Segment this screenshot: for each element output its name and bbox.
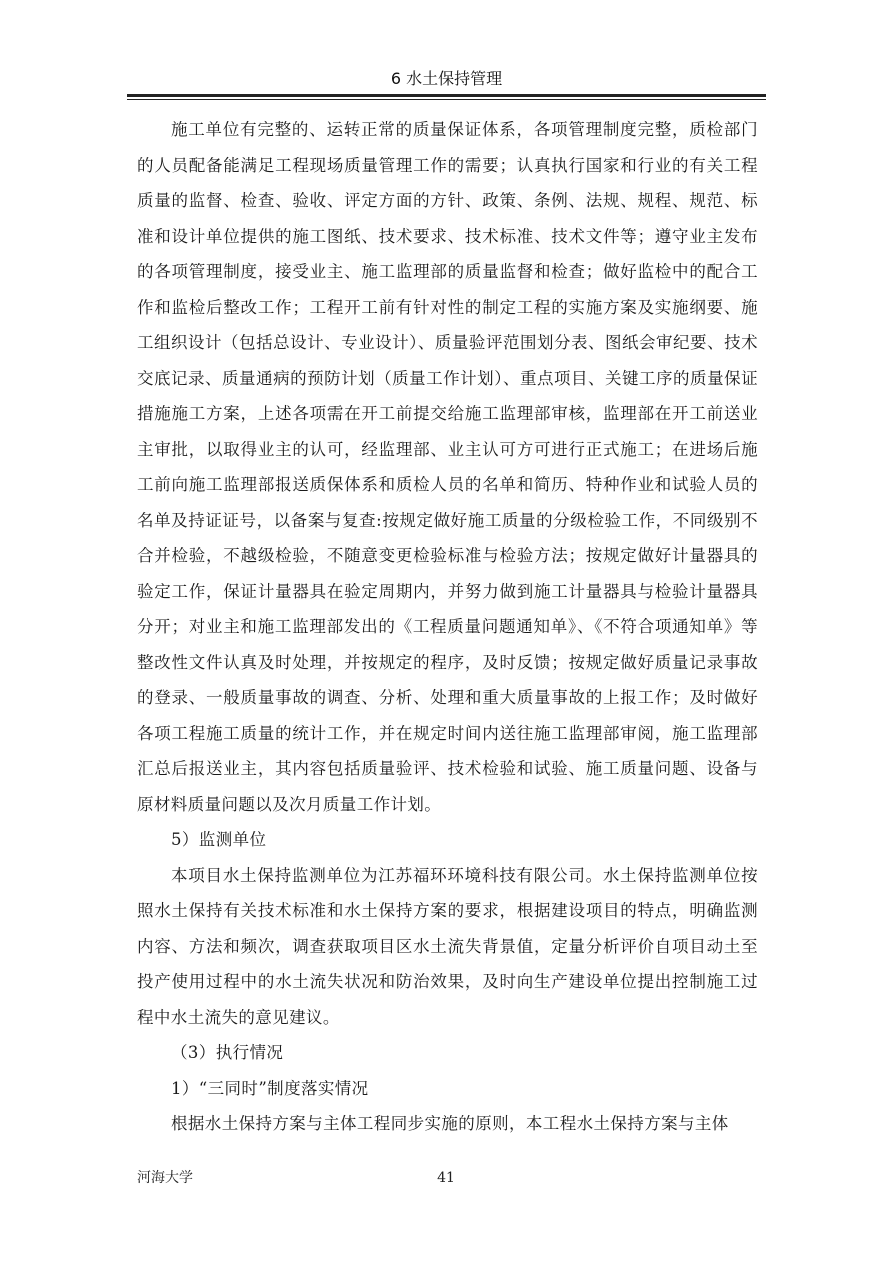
body-text xyxy=(137,112,758,1142)
heading-monitoring-unit: 5）监测单位 xyxy=(171,830,267,849)
paragraph-three-simultaneous: 根据水土保持方案与主体工程同步实施的原则，本工程水土保持方案与主体 xyxy=(171,1114,729,1133)
paragraph-monitoring-unit: 本项目水土保持监测单位为江苏福环环境科技有限公司。水土保持监测单位按照水土保持有关技术标准和水土保持方案的要求，根据建设项目的特点，明确监测内容、方法和频次，调查获取项目区水土流失背景值，定量分析评价自项目动土至投产使用过程中的水土流失状况和防治效果，及时向生产建设单位提出控制施工过程中水土流失的意见建议。 xyxy=(137,865,758,1027)
running-header-title: 6 水土保持管理 xyxy=(390,69,503,88)
paragraph-construction-unit: 施工单位有完整的、运转正常的质量保证体系，各项管理制度完整，质检部门的人员配备能满足工程现场质量管理工作的需要；认真执行国家和行业的有关工程质量的监督、检查、验收、评定方面的方针、政策、条例、法规、规程、规范、标准和设计单位提供的施工图纸、技术要求、技术标准、技术文件等；遵守业主发布的各项管理制度，接受业主、施工监理部的质量监督和检查；做好监检中的配合工作和监检后整改工作；工程开工前有针对性的制定工程的实施方案及实施纲要、施工组织设计（包括总设计、专业设计）、质量验评范围划分表、图纸会审纪要、技术交底记录、质量通病的预防计划（质量工作计划）、重点项目、关键工序的质量保证措施施工方案，上述各项需在开工前提交给施工监理部审核，监理部在开工前送业主审批，以取得业主的认可，经监理部、业主认可方可进行正式施工；在进场后施工前向施工监理部报送质保体系和质检人员的名单和简历、特种作业和试验人员的名单及持证证号，以备案与复查:按规定做好施工质量的分级检验工作，不同级别不合并检验，不越级检验，不随意变更检验标准与检验方法；按规定做好计量器具的验定工作，保证计量器具在验定周期内，并努力做到施工计量器具与检验计量器具分开；对业主和施工监理部发出的《工程质量问题通知单》、《不符合项通知单》等整改性文件认真及时处理，并按规定的程序，及时反馈；按规定做好质量记录事故的登录、一般质量事故的调查、分析、处理和重大质量事故的上报工作；及时做好各项工程施工质量的统计工作，并在规定时间内送往施工监理部审阅，施工监理部汇总后报送业主，其内容包括质量验评、技术检验和试验、施工质量问题、设备与原材料质量问题以及次月质量工作计划。 xyxy=(137,120,758,814)
footer-institution: 河海大学 xyxy=(137,1170,193,1186)
header-rule-thick xyxy=(127,94,766,97)
header-rule-thin xyxy=(127,99,766,100)
footer-page-number: 41 xyxy=(437,1170,455,1186)
heading-execution-status: （3）执行情况 xyxy=(171,1043,284,1062)
heading-three-simultaneous: 1）“三同时”制度落实情况 xyxy=(171,1078,369,1098)
